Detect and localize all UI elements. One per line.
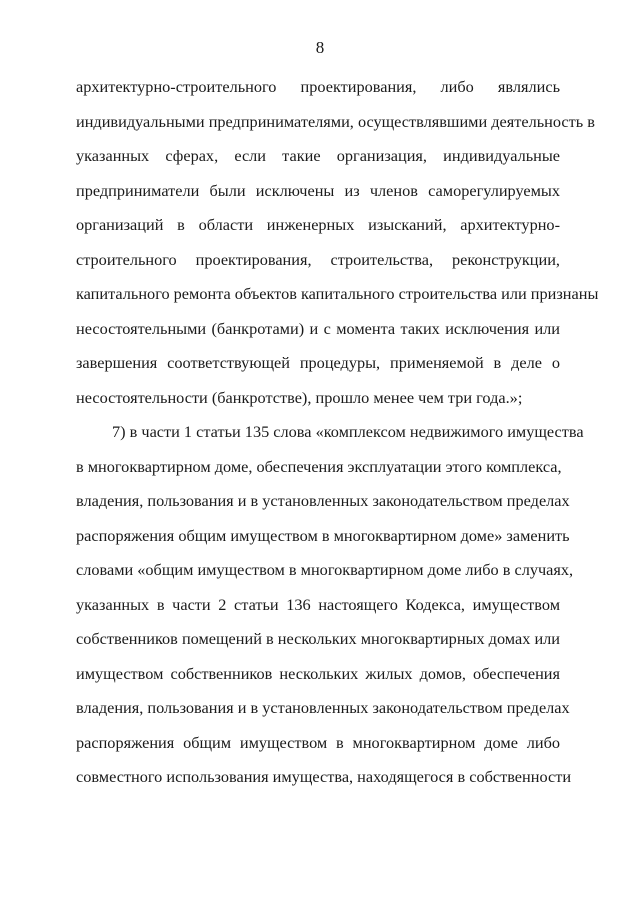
text-line: 7) в части 1 статьи 135 слова «комплексом недвижимого имущества [112, 422, 584, 441]
text-line: несостоятельности (банкротстве), прошло менее чем три года.»; [76, 387, 523, 407]
text-line: словами «общим имуществом в многоквартирном доме либо в случаях, [76, 560, 574, 579]
text-line: предприниматели были исключены из членов саморегулируемых [76, 180, 560, 200]
body-text [76, 70, 599, 795]
text-line: строительного проектирования, строительства, реконструкции, [76, 249, 560, 269]
text-line: владения, пользования и в установленных законодательством пределах [76, 491, 570, 510]
text-line: организаций в области инженерных изысканий, архитектурно- [76, 215, 560, 234]
text-line: владения, пользования и в установленных законодательством пределах [76, 698, 570, 717]
paragraph-2 [76, 415, 584, 795]
text-line: несостоятельными (банкротами) и с момента таких исключения или [76, 318, 560, 338]
text-line: распоряжения общим имуществом в многоквартирном доме либо [76, 732, 560, 752]
text-line: распоряжения общим имуществом в многоквартирном доме» заменить [76, 525, 570, 545]
text-line: архитектурно-строительного проектирования, либо являлись [76, 77, 560, 96]
paragraph-1 [76, 70, 599, 415]
text-line: капитального ремонта объектов капитального строительства или признаны [76, 284, 599, 303]
page-number: 8 [315, 38, 325, 57]
text-line: в многоквартирном доме, обеспечения эксплуатации этого комплекса, [76, 456, 562, 476]
text-line: завершения соответствующей процедуры, применяемой в деле о [76, 353, 560, 372]
text-line: индивидуальными предпринимателями, осуществлявшими деятельность в [76, 111, 595, 131]
text-line: имуществом собственников нескольких жилых домов, обеспечения [76, 663, 560, 683]
text-line: указанных сферах, если такие организация, индивидуальные [76, 146, 560, 165]
text-line: собственников помещений в нескольких многоквартирных домах или [76, 629, 560, 648]
text-line: совместного использования имущества, находящегося в собственности [76, 767, 572, 786]
text-line: указанных в части 2 статьи 136 настоящего Кодекса, имуществом [76, 594, 560, 614]
